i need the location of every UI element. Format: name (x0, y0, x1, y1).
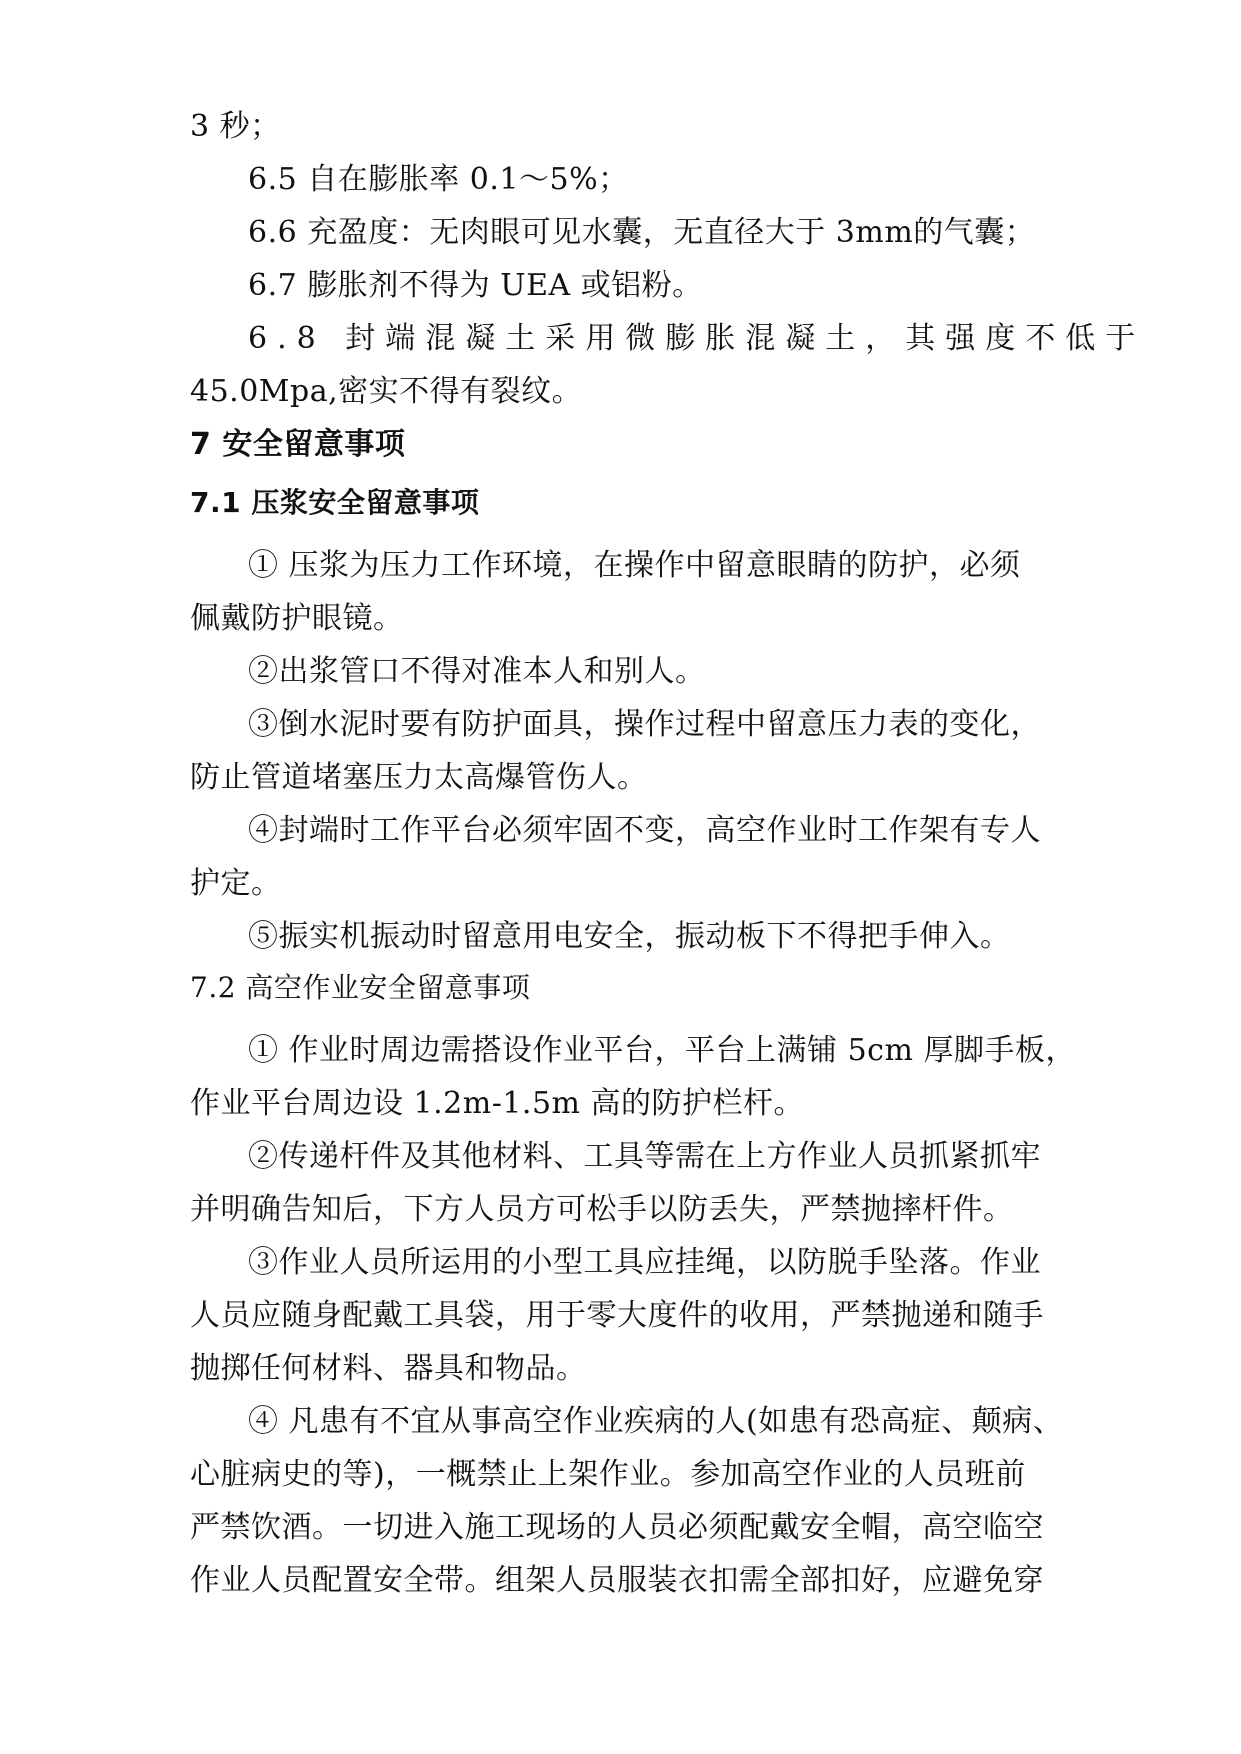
text-line: 作业平台周边设 1.2m-1.5m 高的防护栏杆。 (190, 1086, 805, 1121)
text-line: 45.0Mpa,密实不得有裂纹。 (190, 374, 583, 409)
text-line: ⑤振实机振动时留意用电安全，振动板下不得把手伸入。 (248, 919, 1011, 954)
text-line: ③作业人员所运用的小型工具应挂绳，以防脱手坠落。作业 (248, 1245, 1041, 1280)
section-heading: 7 安全留意事项 (190, 427, 406, 462)
text-line: ④封端时工作平台必须牢固不变，高空作业时工作架有专人 (248, 813, 1041, 848)
text-line: 佩戴防护眼镜。 (190, 601, 404, 636)
text-line: 防止管道堵塞压力太高爆管伤人。 (190, 760, 648, 795)
text-line: 并明确告知后，下方人员方可松手以防丢失，严禁抛摔杆件。 (190, 1192, 1014, 1227)
text-line: 严禁饮酒。一切进入施工现场的人员必须配戴安全帽，高空临空 (190, 1510, 1044, 1545)
text-line: 3 秒； (190, 109, 281, 144)
text-line: ②出浆管口不得对准本人和别人。 (248, 654, 706, 689)
text-line: 抛掷任何材料、器具和物品。 (190, 1351, 587, 1386)
text-line: 心脏病史的等)，一概禁止上架作业。参加高空作业的人员班前 (190, 1457, 1026, 1492)
text-line: ① 作业时周边需搭设作业平台，平台上满铺 5cm 厚脚手板， (248, 1033, 1076, 1068)
text-line: 6.7 膨胀剂不得为 UEA 或铝粉。 (248, 268, 703, 303)
subsection-heading: 7.2 高空作业安全留意事项 (190, 971, 531, 1004)
text-line: 6.6 充盈度：无肉眼可见水囊，无直径大于 3mm的气囊； (248, 215, 1036, 250)
text-line: ③倒水泥时要有防护面具，操作过程中留意压力表的变化， (248, 707, 1041, 742)
text-line: 6.8 封端混凝土采用微膨胀混凝土，其强度不低于 (248, 321, 1146, 356)
text-line: 人员应随身配戴工具袋，用于零大度件的收用，严禁抛递和随手 (190, 1298, 1044, 1333)
text-line: 作业人员配置安全带。组架人员服装衣扣需全部扣好，应避免穿 (190, 1563, 1044, 1598)
text-line: ④ 凡患有不宜从事高空作业疾病的人(如患有恐高症、颠病、 (248, 1404, 1064, 1439)
text-line: 6.5 自在膨胀率 0.1～5%； (248, 162, 629, 197)
subsection-heading: 7.1 压浆安全留意事项 (190, 486, 480, 519)
text-line: 护定。 (190, 866, 282, 901)
text-line: ① 压浆为压力工作环境，在操作中留意眼睛的防护，必须 (248, 548, 1021, 583)
text-line: ②传递杆件及其他材料、工具等需在上方作业人员抓紧抓牢 (248, 1139, 1041, 1174)
